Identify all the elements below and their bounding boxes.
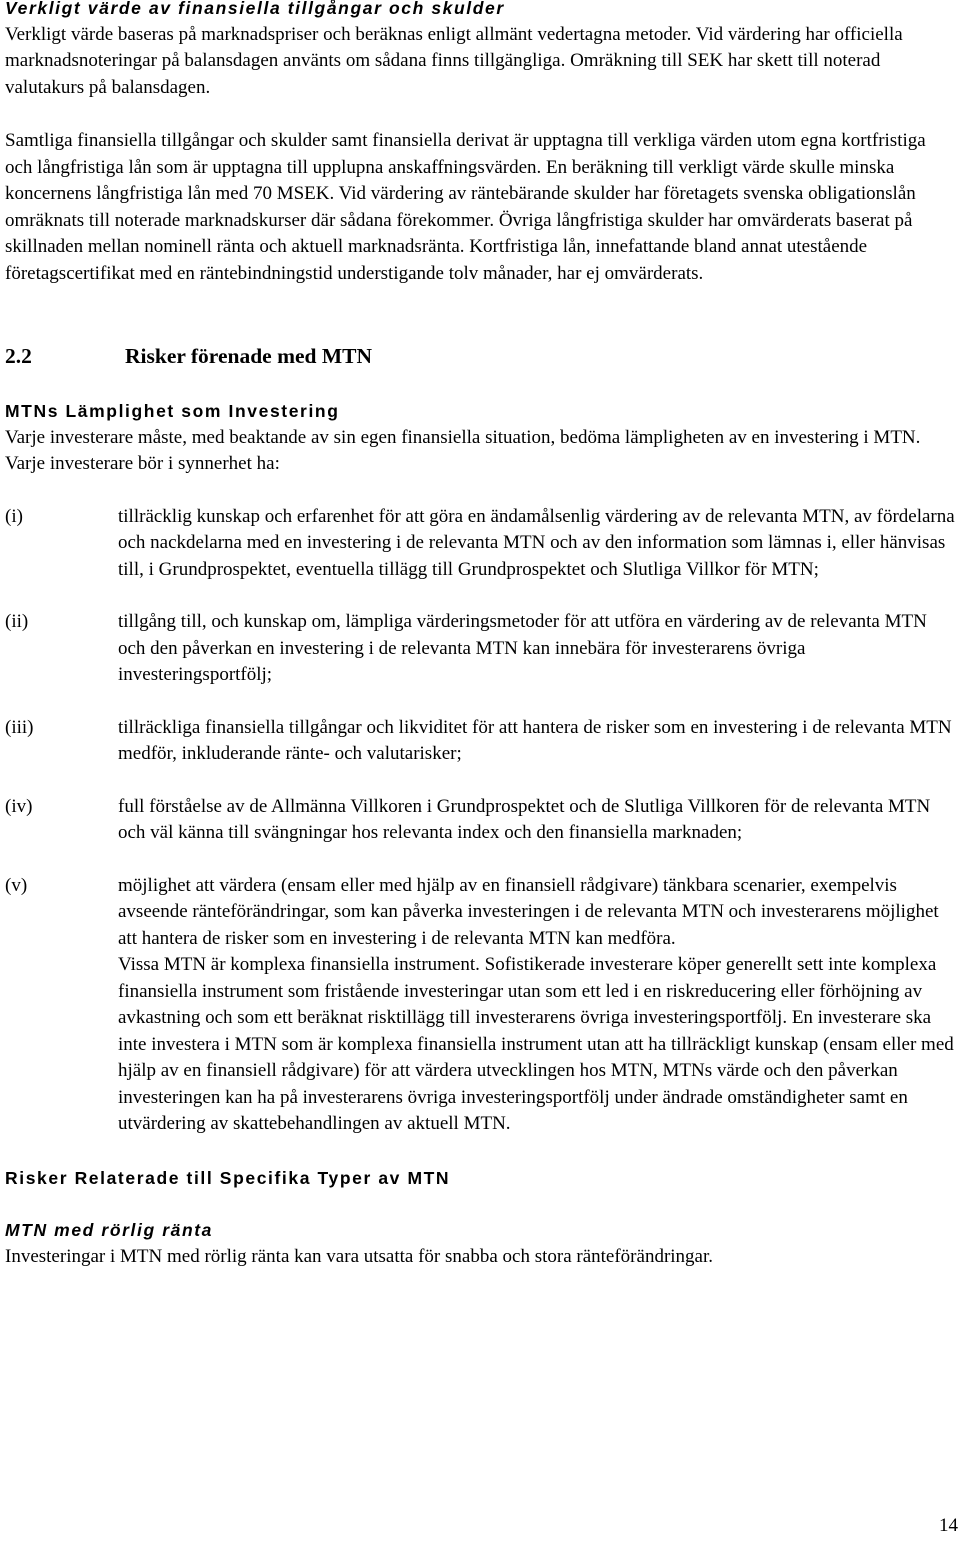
list-item-label: (iv)	[5, 795, 33, 817]
list-item	[5, 504, 955, 584]
list-item-text: tillgång till, och kunskap om, lämpliga värderingsmetoder för att utföra en värdering av de relevanta MTN och den påverkan en investering i de relevanta MTN kan innebära för investerarens övriga investeringsportfölj;	[118, 611, 927, 685]
list-item-label: (i)	[5, 505, 23, 527]
page-number: 14	[939, 1515, 958, 1536]
specific-types-heading: Risker Relaterade till Specifika Typer av MTN	[5, 1167, 451, 1188]
list-item-label: (iii)	[5, 716, 34, 738]
section-number: 2.2	[5, 344, 32, 368]
suitability-intro: Varje investerare måste, med beaktande av sin egen finansiella situation, bedöma lämpligheten av en investering i MTN. Varje investerare bör i synnerhet ha:	[5, 426, 921, 474]
list-item	[5, 715, 955, 768]
list-item-text: full förståelse av de Allmänna Villkoren i Grundprospektet och de Slutliga Villkoren för de relevanta MTN och väl känna till svängningar hos relevanta index och den finansiella marknaden;	[118, 795, 931, 843]
investor-requirements-list	[5, 504, 955, 1138]
list-item-label: (v)	[5, 874, 28, 896]
list-item	[5, 609, 955, 689]
fair-value-heading: Verkligt värde av finansiella tillgångar och skulder	[5, 0, 505, 18]
floating-rate-heading: MTN med rörlig ränta	[5, 1220, 213, 1240]
section-title: Risker förenade med MTN	[125, 344, 373, 368]
fair-value-paragraph-2: Samtliga finansiella tillgångar och skulder samt finansiella derivat är upptagna till verkliga värden utom egna kortfristiga och långfristiga lån som är upptagna till upplupna anskaffningsvärden. En beräkning till verkligt värde skulle minska koncernens långfristiga lån med 70 MSEK. Vid värdering av räntebärande skulder har företagets svenska obligationslån omräknats till noterade marknadskurser där sådana förekommer. Övriga långfristiga skulder har omvärderats baserat på skillnaden mellan nominell ränta och aktuell marknadsränta. Kortfristiga lån, innefattande bland annat utestående företagscertifikat med en räntebindningstid understigande tolv månader, har ej omvärderats.	[5, 130, 926, 284]
floating-rate-text: Investeringar i MTN med rörlig ränta kan vara utsatta för snabba och stora ränteförändringar.	[5, 1245, 714, 1267]
suitability-heading: MTNs Lämplighet som Investering	[5, 401, 340, 421]
list-item-text	[118, 873, 955, 1138]
section-heading	[5, 342, 955, 370]
list-item-text-main: möjlighet att värdera (ensam eller med hjälp av en finansiell rådgivare) tänkbara scenarier, exempelvis avseende ränteförändringar, som kan påverka investeringen i de relevanta MTN och investerarens möjlighet att hantera de risker som en investering i de relevanta MTN kan medföra.	[118, 874, 939, 949]
list-item-text-extra: Vissa MTN är komplexa finansiella instrument. Sofistikerade investerare köper generellt sett inte komplexa finansiella instrument som fristående investeringar utan som ett led i en riskreducering eller förhöjning av avkastning och som ett beräknat risktillägg till investerarens övriga investeringsportfölj. En investerare ska inte investera i MTN som är komplexa finansiella instrument utan att ha tillräckligt kunskap (ensam eller med hjälp av en finansiell rådgivare) för att värdera utvecklingen hos MTN, MTNs värde och den påverkan investeringen kan ha på investerarens övriga investeringsportfölj under ändrade omständigheter samt en utvärdering av skattebehandlingen av aktuell MTN.	[118, 954, 954, 1134]
list-item-label: (ii)	[5, 611, 29, 632]
list-item	[5, 794, 955, 847]
fair-value-paragraph-1: Verkligt värde baseras på marknadspriser och beräknas enligt allmänt vedertagna metoder. Vid värdering har officiella marknadsnoteringar på balansdagen använts om sådana finns tillgängliga. Omräkning till SEK har skett till noterad valutakurs på balansdagen.	[5, 23, 903, 98]
list-item-text: tillräcklig kunskap och erfarenhet för att göra en ändamålsenlig värdering av de relevanta MTN, av fördelarna och nackdelarna med en investering i de relevanta MTN och av den information som lämnas i, eller hänvisas till, i Grundprospektet, eventuella tillägg till Grundprospektet och Slutliga Villkor för MTN;	[118, 505, 955, 580]
list-item	[5, 873, 955, 1138]
page-content	[5, 0, 955, 1270]
list-item-text: tillräckliga finansiella tillgångar och likviditet för att hantera de risker som en investering i de relevanta MTN medför, inkluderande ränte- och valutarisker;	[118, 716, 952, 764]
